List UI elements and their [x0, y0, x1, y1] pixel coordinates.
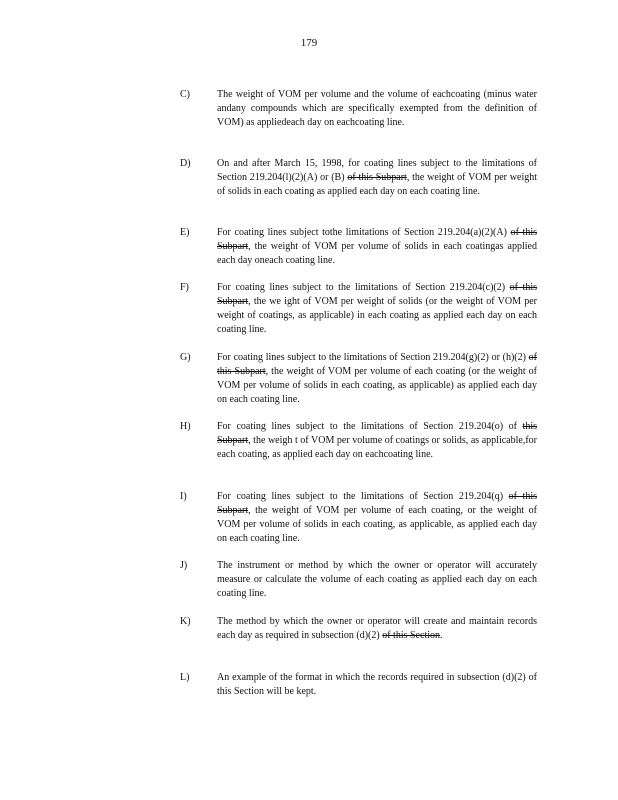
item-text: The weight of VOM per volume and the volume of eachcoating (minus water andany compounds which are specifically exempted from the definition of VOM) as appliedeach day on eachcoating line. [217, 89, 537, 128]
item-label: I) [180, 491, 187, 502]
item-text: On and after March 15, 1998, for coating lines subject to the limitations of Section 219.204(l)(2)(A) or (B) of this Subpart, the weight of VOM per weight of solids in each coating as applied each day on each coating line. [217, 158, 537, 197]
item-text: For coating lines subject to the limitations of Section 219.204(g)(2) or (h)(2) of this Subpart, the weight of VOM per volume of each coating (or the weight of VOM per volume of solids in each coating, as applicable) as applied each day on each coating line. [217, 352, 538, 405]
item-text: For coating lines subject to the limitations of Section 219.204(o) of this Subpart, the weigh t of VOM per volume of coatings or solids, as applicable,for each coating, as applied each day on eachcoating line. [217, 421, 537, 460]
item-label: H) [180, 421, 191, 432]
struck-text: of this Subpart [217, 282, 537, 307]
item-text: The instrument or method by which the owner or operator will accurately measure or calculate the volume of each coating as applied each day on each coating line. [217, 560, 537, 599]
struck-text: of this Section [382, 630, 440, 641]
item-label: D) [180, 158, 191, 169]
struck-text: this Subpart [217, 421, 537, 446]
item-label: G) [180, 352, 191, 363]
struck-text: of this Subpart [217, 491, 538, 516]
item-text: The method by which the owner or operator will create and maintain records each day as required in subsection (d)(2) of this Section. [217, 616, 537, 641]
item-label: C) [180, 89, 190, 100]
item-label: F) [180, 282, 189, 293]
item-text: For coating lines subject tothe limitations of Section 219.204(a)(2)(A) of this Subpart, the weight of VOM per volume of solids in each coatingas applied each day oneach coating line. [217, 227, 538, 266]
item-text: An example of the format in which the records required in subsection (d)(2) of this Section will be kept. [217, 672, 537, 697]
item-label: K) [180, 616, 191, 627]
struck-text: of this Subpart [217, 227, 538, 252]
item-label: L) [180, 672, 190, 683]
item-label: J) [180, 560, 188, 571]
item-text: For coating lines subject to the limitations of Section 219.204(c)(2) of this Subpart, the we ight of VOM per weight of solids (or the weight of VOM per weight of coatings, as applicable) in each coating as applied each day on each coating line. [217, 282, 537, 335]
struck-text: of this Subpart [347, 172, 407, 183]
struck-text: of this Subpart [217, 352, 537, 377]
item-text: For coating lines subject to the limitations of Section 219.204(q) of this Subpart, the weight of VOM per volume of each coating, or the weight of VOM per volume of solids in each coating, as applicable, as applied each day on each coating line. [217, 491, 538, 544]
item-label: E) [180, 227, 190, 238]
page-number: 179 [300, 37, 318, 49]
